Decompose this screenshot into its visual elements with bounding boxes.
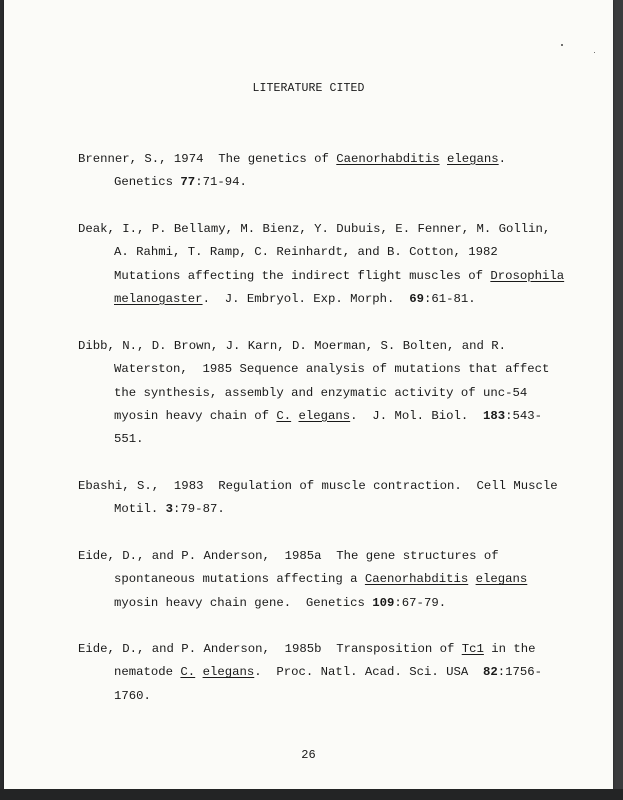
reference-dibb xyxy=(78,335,578,451)
page-number: 26 xyxy=(301,748,316,762)
scan-edge-bottom xyxy=(0,789,623,800)
reference-line: Eide, D., and P. Anderson, 1985a The gene structures of xyxy=(78,549,499,563)
italic-species: elegans xyxy=(447,152,499,166)
reference-ebashi xyxy=(78,475,578,522)
volume-number: 77 xyxy=(180,175,196,190)
reference-line: Ebashi, S., 1983 Regulation of muscle contraction. Cell Muscle xyxy=(78,479,558,493)
italic-genus: C. xyxy=(180,665,196,680)
reference-line: Brenner, S., 1974 The genetics of Caenorhabditis elegans. xyxy=(78,152,507,166)
document-page xyxy=(4,0,613,789)
reference-deak xyxy=(78,218,578,311)
reference-line: myosin heavy chain gene. Genetics 109:67-79. xyxy=(114,595,447,610)
reference-line: 1760. xyxy=(114,688,151,703)
volume-number: 109 xyxy=(372,595,395,610)
volume-number: 82 xyxy=(483,665,498,680)
reference-brenner xyxy=(78,148,578,195)
italic-species: elegans xyxy=(475,572,528,587)
italic-transposon: Tc1 xyxy=(461,642,484,656)
italic-genus: Drosophila xyxy=(490,268,565,283)
reference-line: A. Rahmi, T. Ramp, C. Reinhardt, and B. Cotton, 1982 xyxy=(114,245,498,260)
italic-genus: Caenorhabditis xyxy=(364,572,469,587)
reference-eide-1985a xyxy=(78,545,578,615)
reference-line: spontaneous mutations affecting a Caenorhabditis elegans xyxy=(114,572,528,587)
reference-line: nematode C. elegans. Proc. Natl. Acad. Sci. USA 82:1756- xyxy=(114,665,543,680)
italic-genus: Caenorhabditis xyxy=(336,152,440,166)
speck-mark xyxy=(561,44,563,46)
reference-line: myosin heavy chain of C. elegans. J. Mol. Biol. 183:543- xyxy=(114,408,543,423)
reference-line: Eide, D., and P. Anderson, 1985b Transposition of Tc1 in the xyxy=(78,642,536,656)
reference-line: Mutations affecting the indirect flight muscles of Drosophila xyxy=(114,268,565,283)
reference-line: Waterston, 1985 Sequence analysis of mutations that affect xyxy=(114,362,550,377)
reference-line: Genetics 77:71-94. xyxy=(114,175,247,190)
reference-line: Dibb, N., D. Brown, J. Karn, D. Moerman, S. Bolten, and R. xyxy=(78,339,507,353)
page-title: LITERATURE CITED xyxy=(252,82,365,95)
volume-number: 3 xyxy=(165,502,174,517)
italic-species: elegans xyxy=(202,665,255,680)
reference-line: the synthesis, assembly and enzymatic activity of unc-54 xyxy=(114,385,528,400)
volume-number: 69 xyxy=(409,291,424,306)
italic-species: elegans xyxy=(298,408,351,423)
reference-line: melanogaster. J. Embryol. Exp. Morph. 69:61-81. xyxy=(114,291,476,306)
italic-genus: C. xyxy=(276,408,292,423)
reference-line: 551. xyxy=(114,432,144,447)
italic-species: melanogaster xyxy=(114,291,203,306)
scan-edge-right xyxy=(613,0,623,800)
reference-line: Motil. 3:79-87. xyxy=(114,502,225,517)
volume-number: 183 xyxy=(483,408,506,423)
speck-mark xyxy=(594,52,595,53)
reference-eide-1985b xyxy=(78,638,578,708)
reference-line: Deak, I., P. Bellamy, M. Bienz, Y. Dubuis, E. Fenner, M. Gollin, xyxy=(78,222,551,236)
